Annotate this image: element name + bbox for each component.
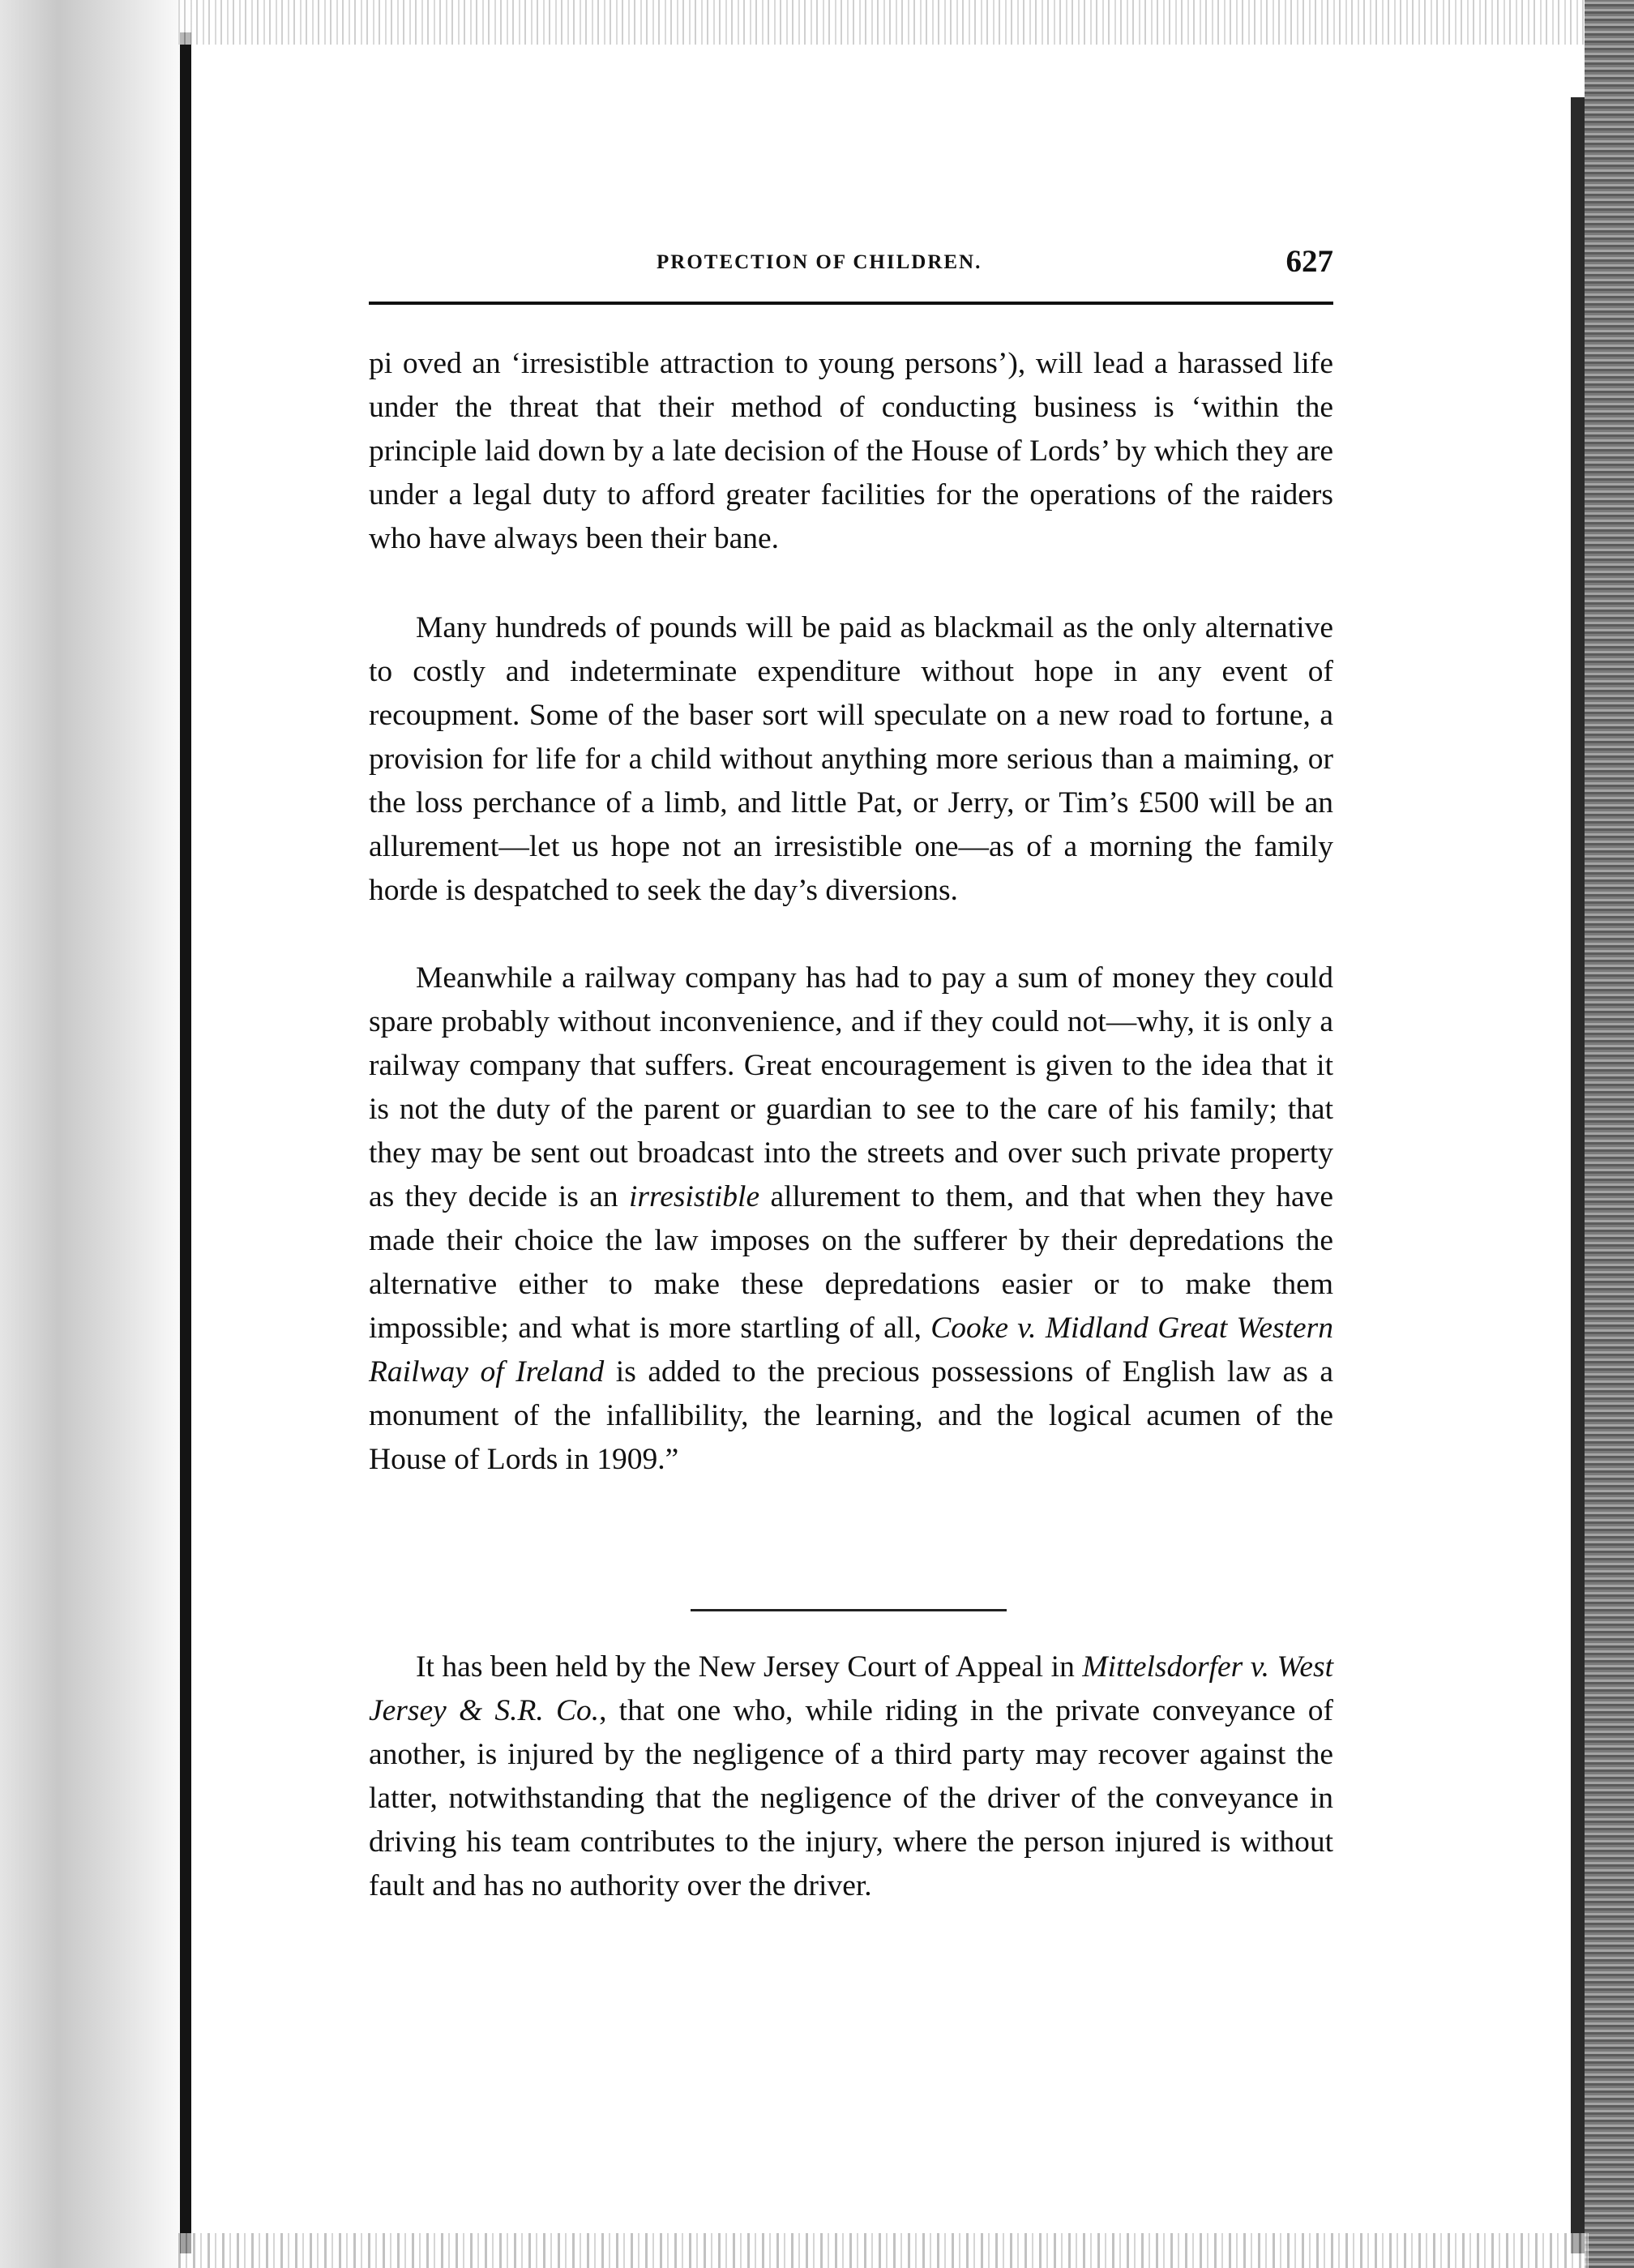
- paragraph-4-text: , that one who, while riding in the private conveyance of another, is injured by the negligence of a third party may recover against the latter, notwithstanding that the negligence of the driver of the conveyance in driving his team contributes to the injury, where the person injured is without fault and has no authority over the driver.: [369, 1694, 1334, 1902]
- paragraph-2: Many hundreds of pounds will be paid as blackmail as the only alternative to costly and indeterminate expenditure without hope in any event of recoupment. Some of the baser sort will speculate on a new road to fortune, a provision for life for a child without anything more serious than a maiming, or the loss perchance of a limb, and little Pat, or Jerry, or Tim’s £500 will be an allurement—let us hope not an irresistible one—as of a morning the family horde is despatched to seek the day’s diversions.: [369, 611, 1333, 907]
- running-head-title: PROTECTION OF CHILDREN.: [657, 251, 982, 273]
- continued-paragraph: [369, 342, 1333, 561]
- paragraph-4-text: It has been held by the New Jersey Court of Appeal in: [416, 1650, 1083, 1684]
- section-divider: [691, 1609, 1007, 1611]
- paragraph-4: [369, 1645, 1333, 1908]
- running-head: [369, 243, 1333, 292]
- page-number: 627: [1285, 244, 1333, 279]
- emphasis-irresistible: irresistible: [628, 1180, 760, 1213]
- paragraph-3-text: is added to the precious possessions of English law as a monument of the infallibility, the learning, and the logical acumen of the House of Lords in 1909.”: [369, 1355, 1334, 1476]
- header-rule: [369, 302, 1333, 305]
- right-page-edge: [1571, 97, 1585, 2253]
- paragraph-1: pi oved an ‘irresistible attraction to young persons’), will lead a harassed life under the threat that their method of conducting business is ‘within the principle laid down by a late decision of the House of Lords’ by which they are under a legal duty to afford greater facilities for the operations of the raiders who have always been their bane.: [369, 347, 1333, 555]
- left-binding-edge: [180, 32, 191, 2253]
- paragraph-3: [369, 956, 1333, 1482]
- top-scan-noise: [178, 0, 1589, 45]
- body-paragraph: [369, 956, 1333, 1482]
- case-citation: Mittelsdorfer v. West Jersey & S.R. Co.: [369, 1650, 1334, 1727]
- case-citation: Cooke v. Midland Great Western Railway of Ireland: [369, 1312, 1333, 1389]
- paragraph-3-text: allurement to them, and that when they have made their choice the law imposes on the sufferer by their depredations the alternative either to make these depredations easier or to make them impossible; and what is more startling of all,: [369, 1180, 1334, 1345]
- left-scan-shadow: [0, 0, 195, 2268]
- body-paragraph: [369, 606, 1333, 913]
- bottom-scan-noise: [178, 2233, 1589, 2268]
- right-scan-noise: [1585, 0, 1634, 2268]
- paragraph-3-text: Meanwhile a railway company has had to pay a sum of money they could spare probably without inconvenience, and if they could not—why, it is only a railway company that suffers. Great encouragement is given to the idea that it is not the duty of the parent or guardian to see to the care of his family; that they may be sent out broadcast into the streets and over such private property as they decide is an: [369, 961, 1333, 1213]
- body-paragraph: [369, 1645, 1333, 1908]
